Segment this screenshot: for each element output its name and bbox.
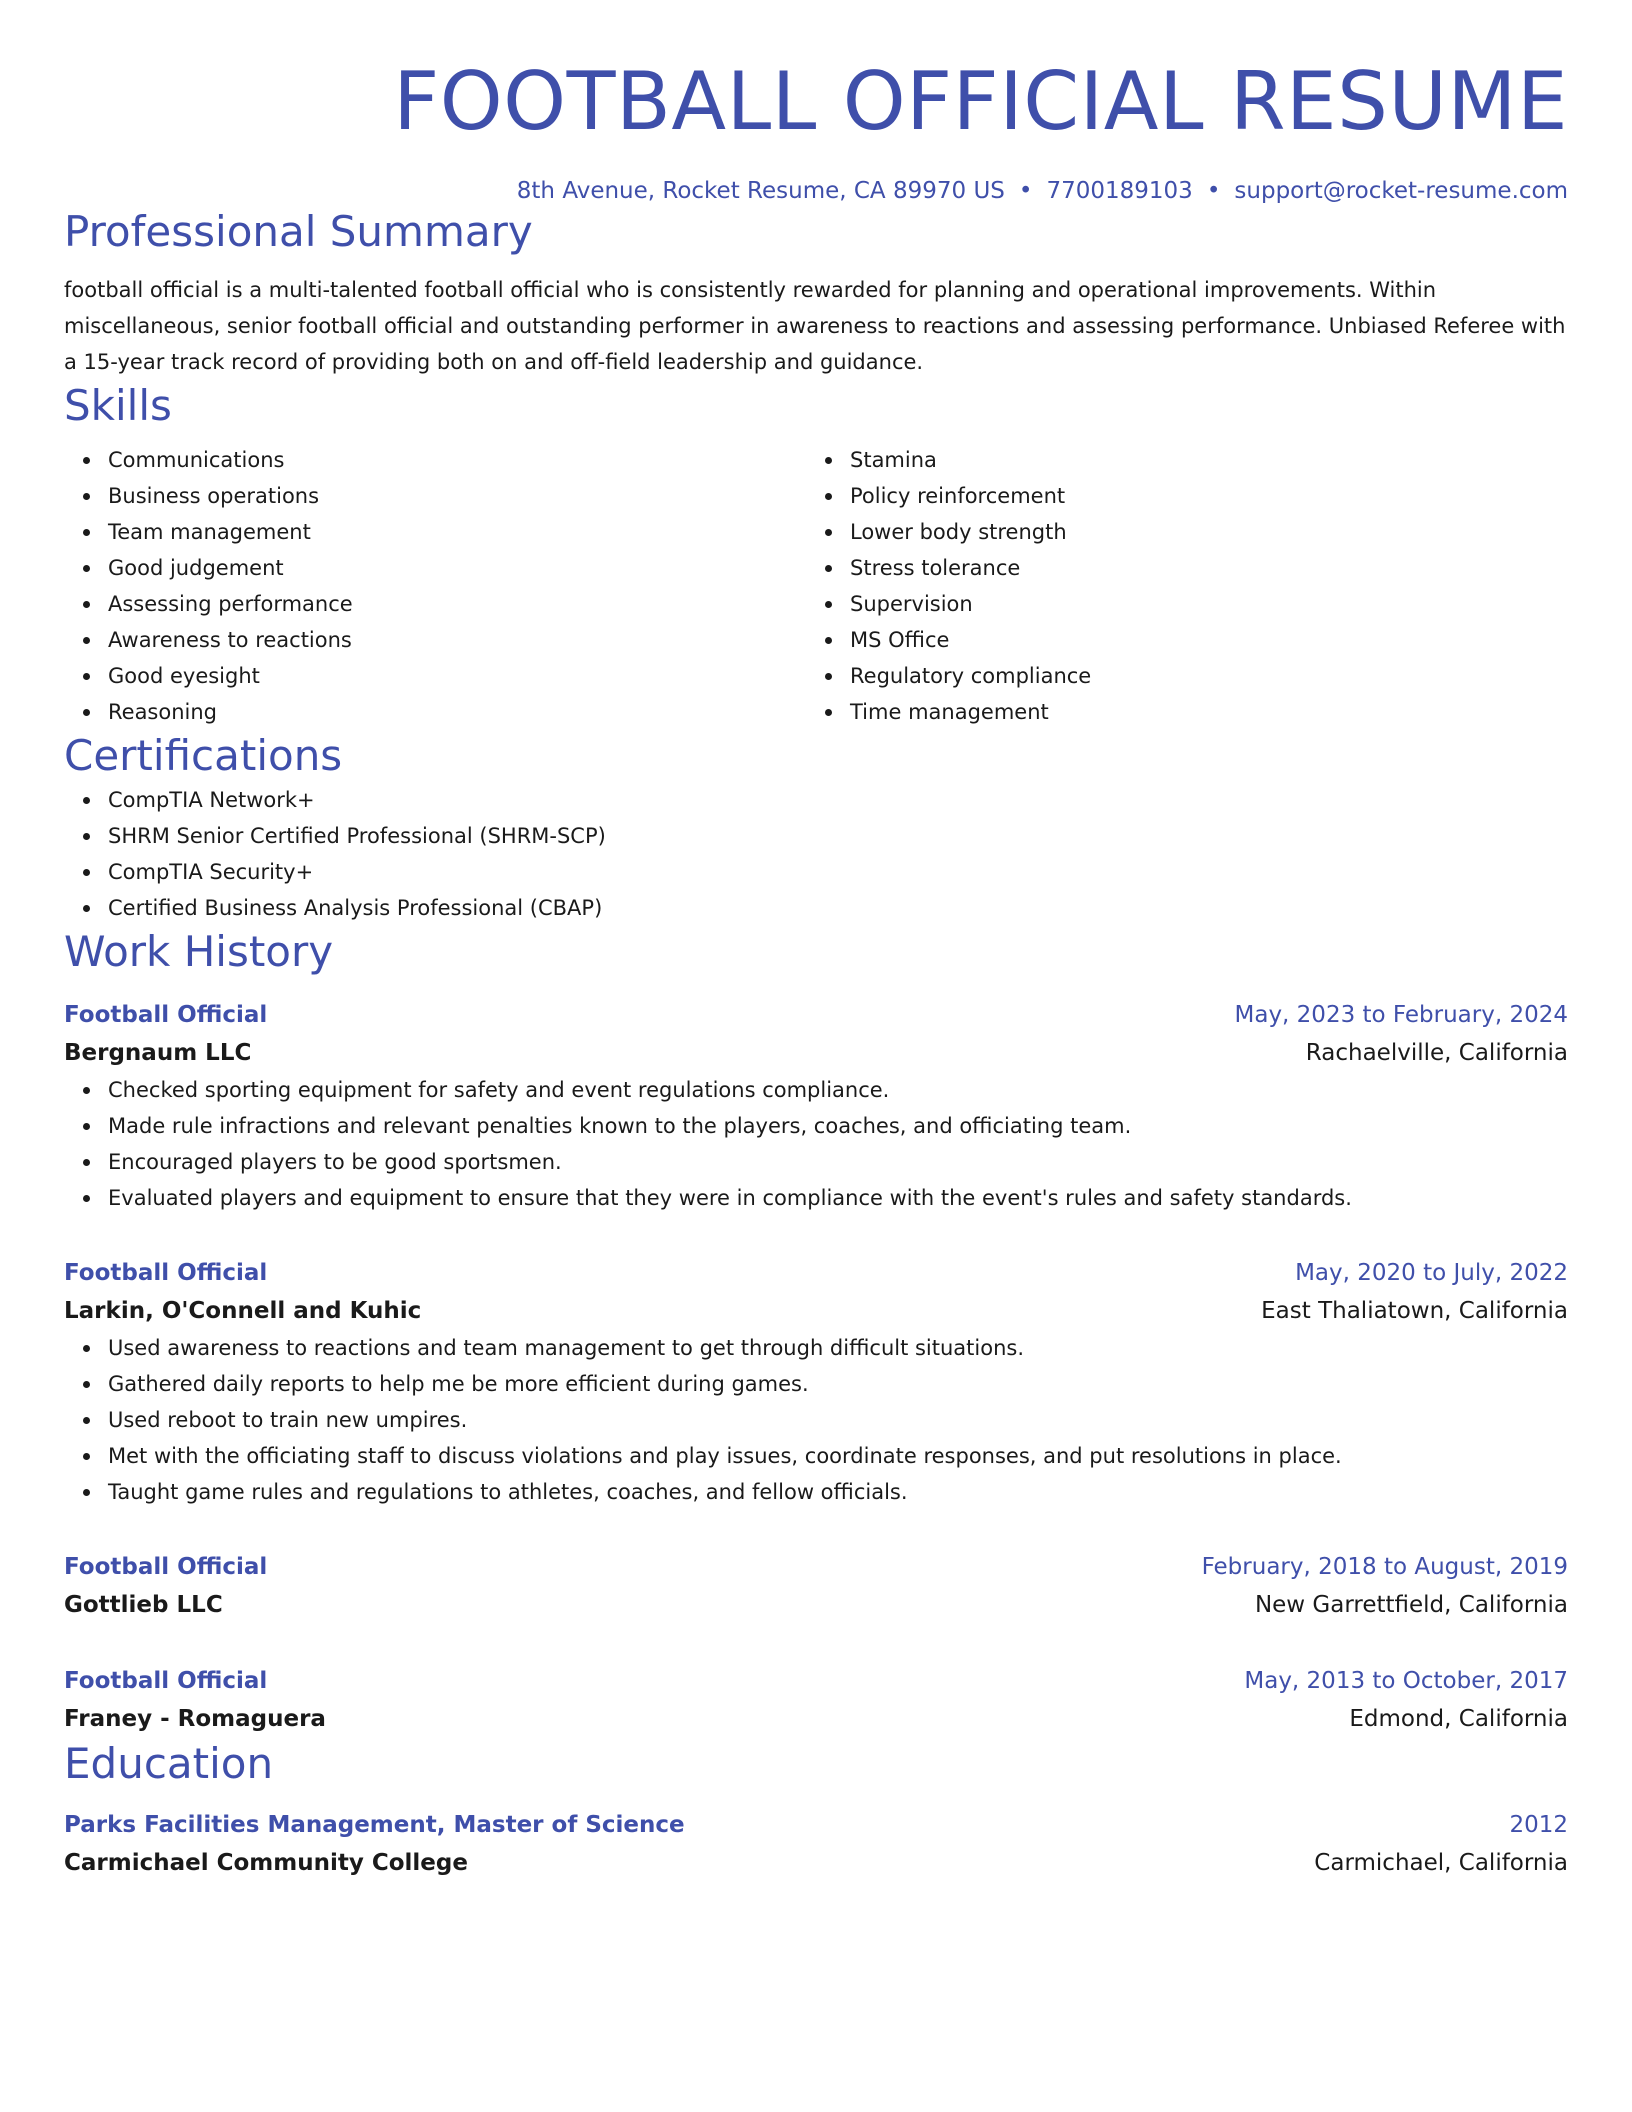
job-company: Gottlieb LLC bbox=[64, 1592, 223, 1618]
contact-separator: • bbox=[1206, 178, 1221, 204]
skill-item: Policy reinforcement bbox=[850, 478, 1548, 514]
skills-list-left bbox=[64, 442, 806, 730]
job-title-row bbox=[64, 1548, 1568, 1586]
job-location: Edmond, California bbox=[1349, 1706, 1568, 1732]
job-location: Rachaelville, California bbox=[1305, 1040, 1568, 1066]
certification-item: Certified Business Analysis Professional (CBAP) bbox=[108, 890, 1568, 926]
job-title: Football Official bbox=[64, 1260, 268, 1286]
skills-grid bbox=[64, 442, 1568, 730]
job-company-row bbox=[64, 1034, 1568, 1072]
education-heading: Education bbox=[64, 1739, 274, 1788]
skill-item: Team management bbox=[108, 514, 806, 550]
skill-item: Good judgement bbox=[108, 550, 806, 586]
resume-page bbox=[64, 0, 1568, 1882]
resume-header bbox=[64, 0, 1568, 206]
job-entry bbox=[64, 1254, 1568, 1510]
certification-item: CompTIA Security+ bbox=[108, 854, 1568, 890]
education-list bbox=[64, 1806, 1568, 1882]
job-duty-item: Used reboot to train new umpires. bbox=[108, 1402, 1568, 1438]
job-duty-item: Made rule infractions and relevant penalties known to the players, coaches, and officiating team. bbox=[108, 1108, 1568, 1144]
job-dates: February, 2018 to August, 2019 bbox=[1201, 1554, 1568, 1580]
contact-separator: • bbox=[1018, 178, 1033, 204]
job-duty-item: Met with the officiating staff to discuss violations and play issues, coordinate responses, and put resolutions in place. bbox=[108, 1438, 1568, 1474]
job-duty-item: Encouraged players to be good sportsmen. bbox=[108, 1144, 1568, 1180]
job-duties-list bbox=[64, 1330, 1568, 1510]
education-school: Carmichael Community College bbox=[64, 1850, 468, 1876]
job-company-row bbox=[64, 1586, 1568, 1624]
education-degree: Parks Facilities Management, Master of Science bbox=[64, 1812, 685, 1838]
education-year: 2012 bbox=[1509, 1812, 1568, 1838]
job-company: Franey - Romaguera bbox=[64, 1706, 326, 1732]
job-company-row bbox=[64, 1292, 1568, 1330]
skills-column-left bbox=[64, 442, 806, 730]
job-dates: May, 2013 to October, 2017 bbox=[1244, 1668, 1568, 1694]
skill-item: Good eyesight bbox=[108, 658, 806, 694]
job-duty-item: Checked sporting equipment for safety and event regulations compliance. bbox=[108, 1072, 1568, 1108]
job-duty-item: Used awareness to reactions and team management to get through difficult situations. bbox=[108, 1330, 1568, 1366]
skill-item: Regulatory compliance bbox=[850, 658, 1548, 694]
job-dates: May, 2023 to February, 2024 bbox=[1234, 1002, 1568, 1028]
job-duty-item: Evaluated players and equipment to ensure that they were in compliance with the event's rules and safety standards. bbox=[108, 1180, 1568, 1216]
job-duties-list bbox=[64, 1072, 1568, 1216]
job-company: Larkin, O'Connell and Kuhic bbox=[64, 1298, 422, 1324]
skills-heading: Skills bbox=[64, 381, 172, 430]
education-degree-row bbox=[64, 1806, 1568, 1844]
skills-column-right bbox=[806, 442, 1548, 730]
job-duty-item: Taught game rules and regulations to athletes, coaches, and fellow officials. bbox=[108, 1474, 1568, 1510]
work-history-list bbox=[64, 996, 1568, 1738]
skill-item: Assessing performance bbox=[108, 586, 806, 622]
contact-email: support@rocket-resume.com bbox=[1234, 178, 1568, 204]
skill-item: Communications bbox=[108, 442, 806, 478]
job-title-row bbox=[64, 1254, 1568, 1292]
resume-title: FOOTBALL OFFICIAL RESUME bbox=[393, 55, 1568, 148]
summary-text: football official is a multi-talented football official who is consistently rewarded for planning and operational improvements. Within miscellaneous, senior football official and outstanding performer in awareness to reactions and assessing performance. Unbiased Referee with a 15-year track record of providing both on and off-field leadership and guidance. bbox=[64, 278, 1566, 374]
job-location: New Garrettfield, California bbox=[1254, 1592, 1568, 1618]
skill-item: Awareness to reactions bbox=[108, 622, 806, 658]
job-title-row bbox=[64, 1662, 1568, 1700]
job-company-row bbox=[64, 1700, 1568, 1738]
education-location: Carmichael, California bbox=[1314, 1850, 1568, 1876]
job-title: Football Official bbox=[64, 1002, 268, 1028]
job-company: Bergnaum LLC bbox=[64, 1040, 252, 1066]
education-entry bbox=[64, 1806, 1568, 1882]
job-location: East Thaliatown, California bbox=[1261, 1298, 1568, 1324]
education-school-row bbox=[64, 1844, 1568, 1882]
skill-item: Reasoning bbox=[108, 694, 806, 730]
skill-item: Lower body strength bbox=[850, 514, 1548, 550]
certification-item: CompTIA Network+ bbox=[108, 782, 1568, 818]
certifications-list bbox=[64, 782, 1568, 926]
work-history-heading: Work History bbox=[64, 927, 334, 976]
skill-item: MS Office bbox=[850, 622, 1548, 658]
contact-phone: 7700189103 bbox=[1046, 178, 1193, 204]
skill-item: Stamina bbox=[850, 442, 1548, 478]
job-entry bbox=[64, 1662, 1568, 1738]
skill-item: Business operations bbox=[108, 478, 806, 514]
skill-item: Stress tolerance bbox=[850, 550, 1548, 586]
job-title: Football Official bbox=[64, 1668, 268, 1694]
certification-item: SHRM Senior Certified Professional (SHRM-SCP) bbox=[108, 818, 1568, 854]
job-title: Football Official bbox=[64, 1554, 268, 1580]
summary-heading: Professional Summary bbox=[64, 207, 533, 256]
certifications-heading: Certifications bbox=[64, 731, 343, 780]
skill-item: Time management bbox=[850, 694, 1548, 730]
contact-address: 8th Avenue, Rocket Resume, CA 89970 US bbox=[516, 178, 1005, 204]
job-title-row bbox=[64, 996, 1568, 1034]
job-duty-item: Gathered daily reports to help me be more efficient during games. bbox=[108, 1366, 1568, 1402]
job-dates: May, 2020 to July, 2022 bbox=[1295, 1260, 1568, 1286]
job-entry bbox=[64, 1548, 1568, 1624]
skills-list-right bbox=[806, 442, 1548, 730]
job-entry bbox=[64, 996, 1568, 1216]
skill-item: Supervision bbox=[850, 586, 1548, 622]
contact-line bbox=[64, 176, 1568, 206]
